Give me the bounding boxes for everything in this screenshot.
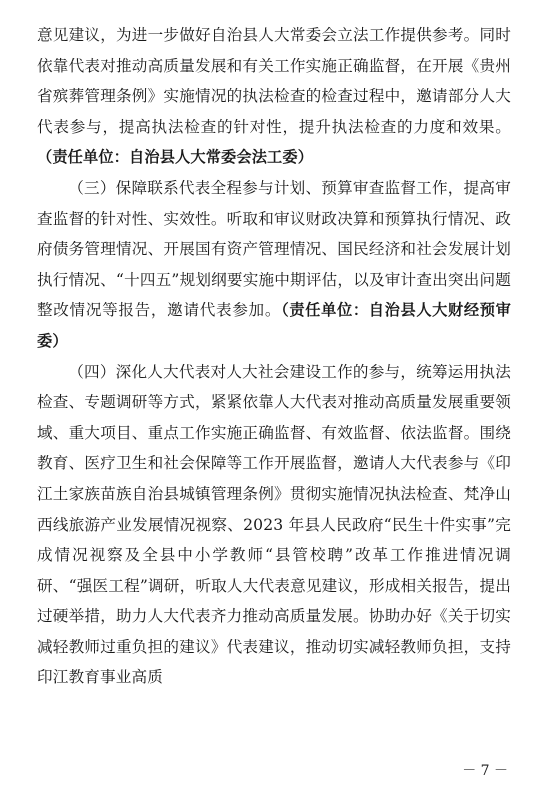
paragraph-text: 意见建议，为进一步做好自治县人大常委会立法工作提供参考。同时依靠代表对推动高质量发展和有关工作实施正确监督，在开展《贵州省殡葬管理条例》实施情况的执法检查的检查过程中，邀请部分人大代表参与，提高执法检查的针对性，提升执法检查的力度和效果。 <box>37 26 511 136</box>
responsibility-unit: （责任单位：自治县人大财经预审委） <box>37 301 511 350</box>
document-body <box>37 20 511 693</box>
paragraph-legislation-feedback <box>37 20 511 173</box>
paragraph-budget-oversight <box>37 173 511 357</box>
paragraph-text: （四）深化人大代表对人大社会建设工作的参与，统筹运用执法检查、专题调研等方式，紧紧依靠人大代表对推动高质量发展重要领域、重大项目、重点工作实施正确监督、有效监督、依法监督。围绕教育、医疗卫生和社会保障等工作开展监督，邀请人大代表参与《印江土家族苗族自治县城镇管理条例》贯彻实施情况执法检查、梵净山西线旅游产业发展情况视察、2023 年县人民政府“民生十件实事”完成情况视察及全县中小学教师“县管校聘”改革工作推进情况调研、“强医工程”调研，听取人大代表意见建议，形成相关报告，提出过硬举措，助力人大代表齐力推动高质量发展。协助办好《关于切实减轻教师过重负担的建议》代表建议，推动切实减轻教师负担，支持印江教育事业高质 <box>37 362 511 687</box>
responsibility-unit: （责任单位：自治县人大常委会法工委） <box>37 148 314 167</box>
paragraph-text: （三）保障联系代表全程参与计划、预算审查监督工作，提高审查监督的针对性、实效性。听取和审议财政决算和预算执行情况、政府债务管理情况、开展国有资产管理情况、国民经济和社会发展计划执行情况、“十四五”规划纲要实施中期评估，以及审计查出突出问题整改情况等报告，邀请代表参加。 <box>37 178 511 320</box>
paragraph-social-development <box>37 357 511 694</box>
page-number: － 7 － <box>462 763 508 779</box>
